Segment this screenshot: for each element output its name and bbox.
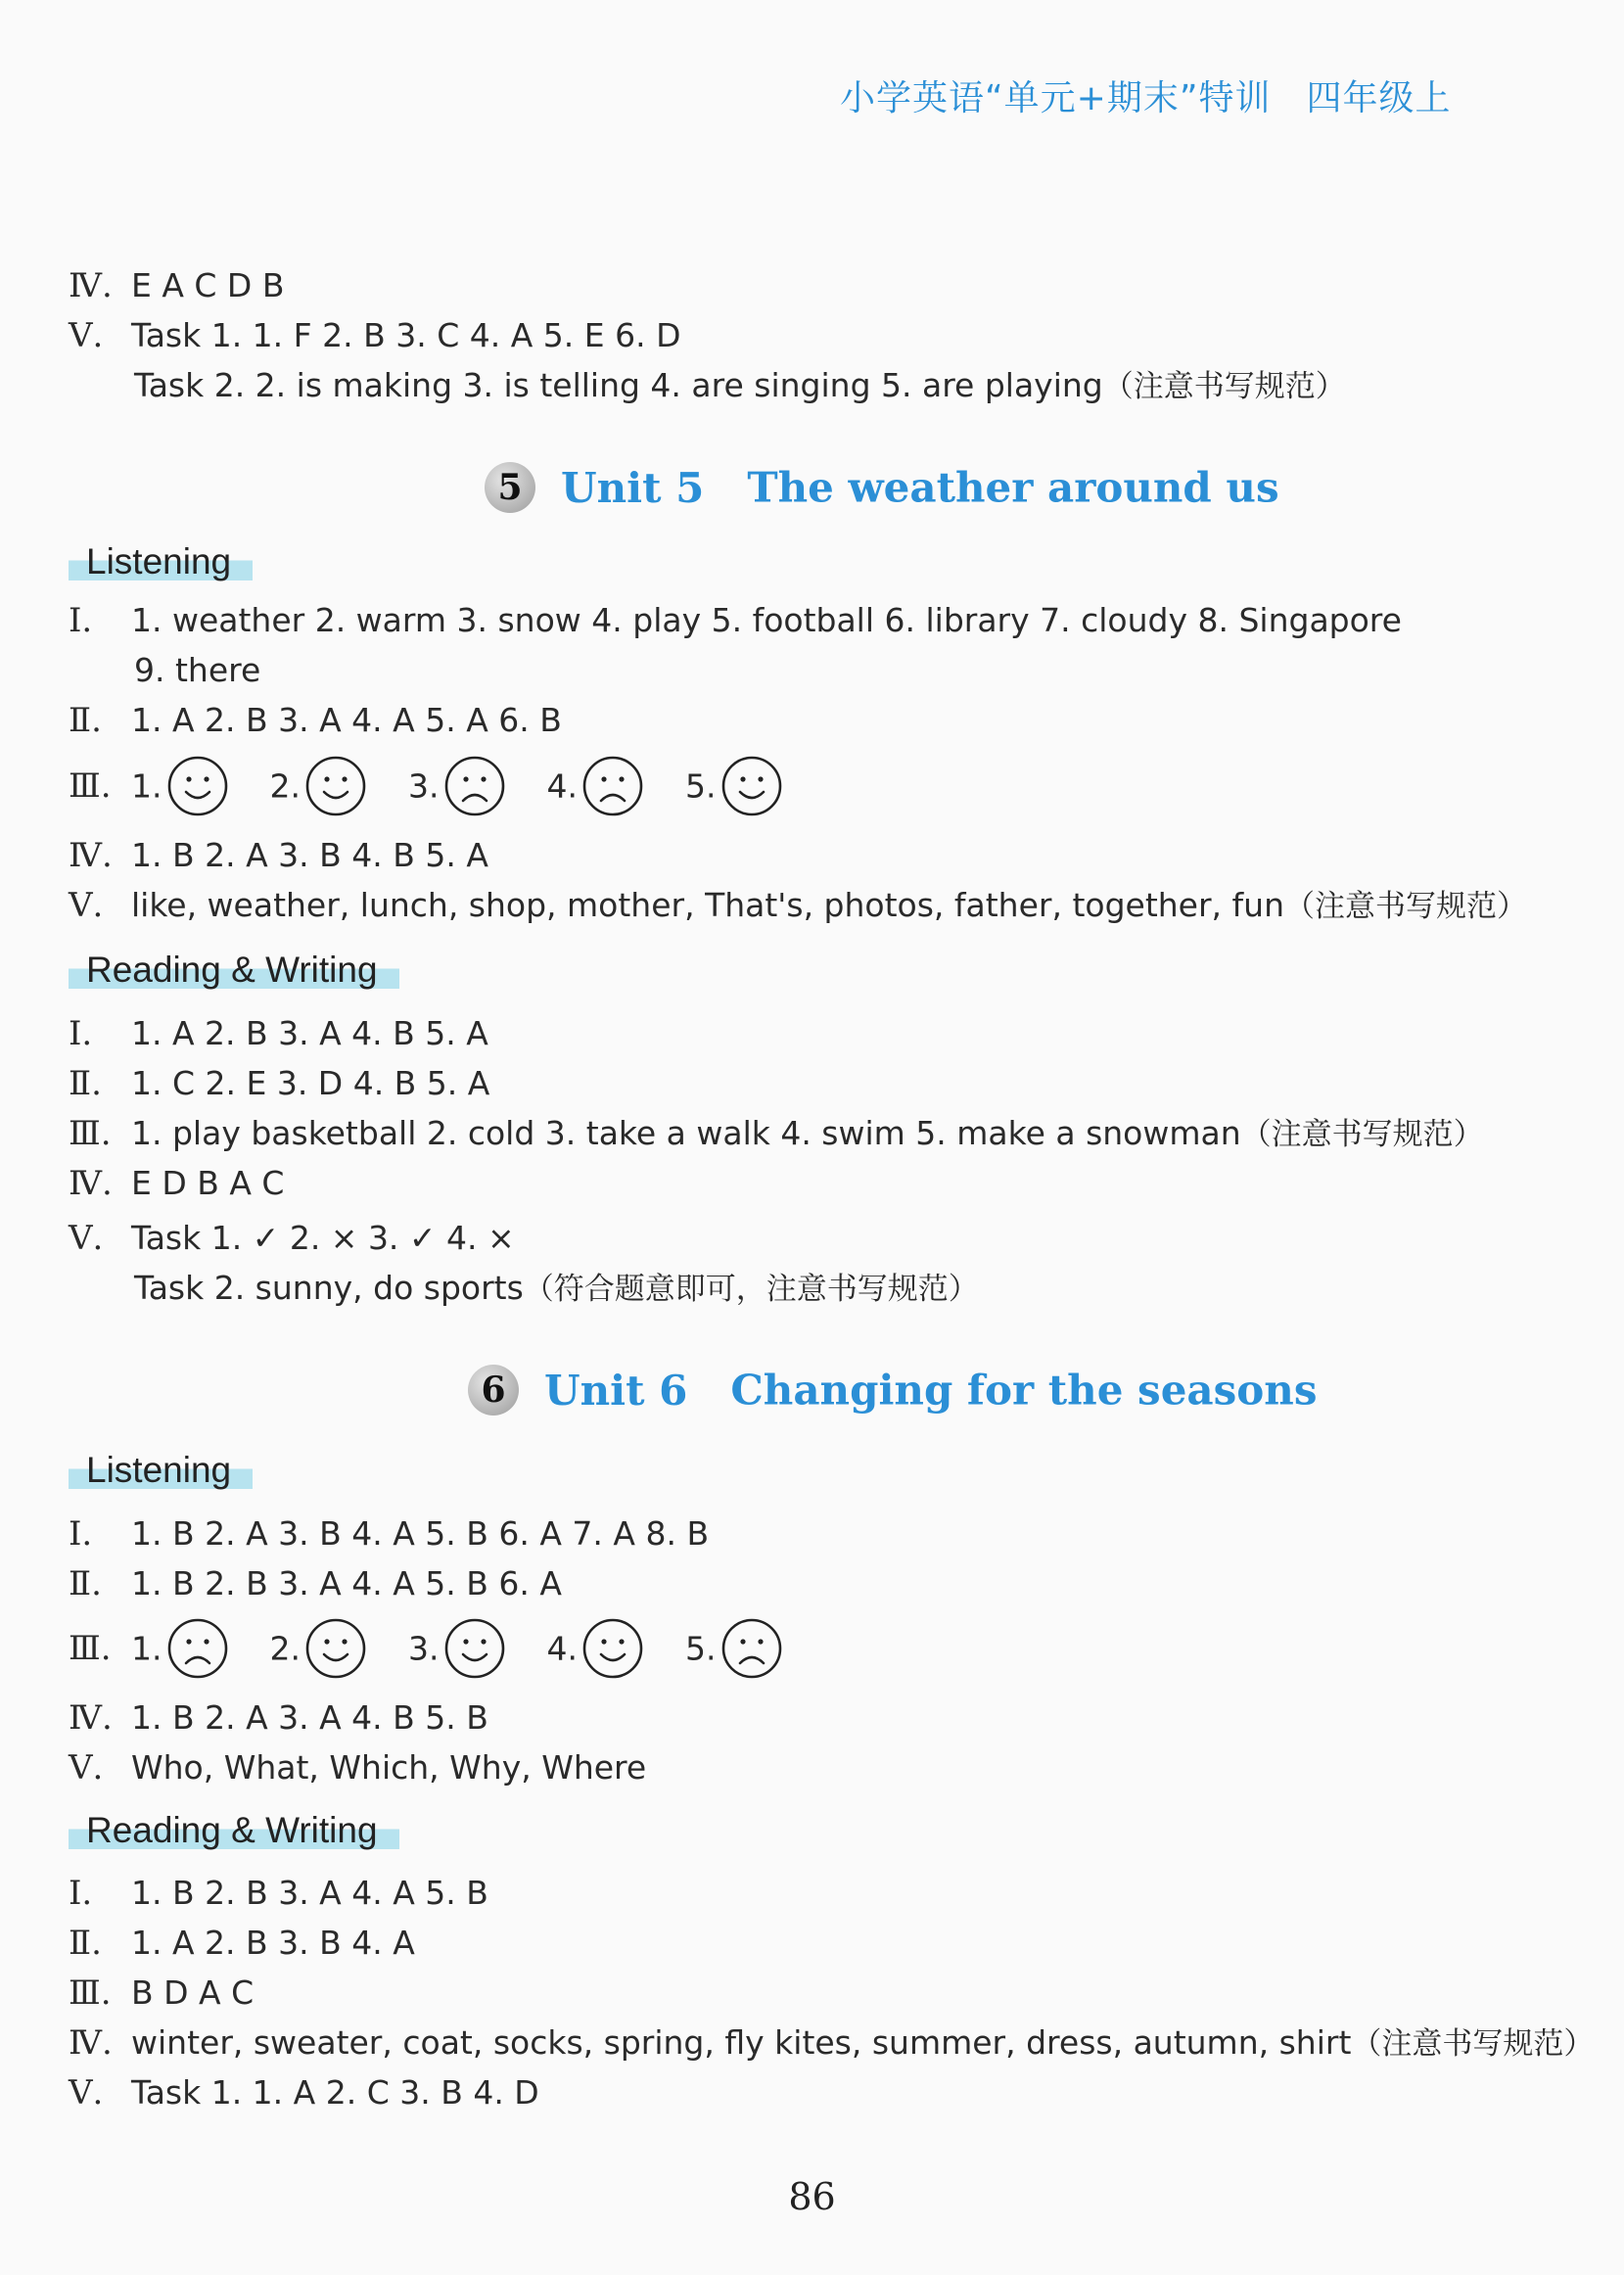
answer-line — [69, 884, 1527, 928]
answer-line — [69, 1872, 488, 1915]
answer-text: winter, sweater, coat, socks, spring, fly kites, summer, dress, autumn, shirt — [131, 2023, 1352, 2062]
answer-line — [69, 264, 284, 307]
faces-line — [69, 755, 824, 819]
answer-note: （注意书写规范） — [1351, 2026, 1595, 2062]
question-number: Ⅳ. — [69, 1698, 113, 1738]
answer-line — [69, 1162, 284, 1205]
answer-text: 1. A 2. B 3. A 4. B 5. A — [131, 1014, 488, 1052]
answer-line — [69, 1696, 488, 1740]
face-answer — [685, 755, 783, 817]
answer-line — [69, 1012, 488, 1055]
grade-label: 四年级上 — [1306, 78, 1452, 118]
answer-line — [69, 834, 488, 877]
answer-text: like, weather, lunch, shop, mother, That's, photos, father, together, fun — [131, 886, 1284, 924]
question-number: Ⅲ. — [69, 766, 112, 806]
face-answer-label: 1. — [131, 766, 162, 806]
question-number: Ⅱ. — [69, 1924, 102, 1963]
happy-face-icon — [581, 1617, 644, 1680]
question-number: Ⅴ. — [69, 2073, 104, 2112]
answer-line — [69, 2021, 1594, 2066]
answer-text: E D B A C — [131, 1164, 285, 1202]
face-answer-label: 3. — [408, 1629, 440, 1668]
section-heading-reading-writing: Reading & Writing — [69, 1812, 399, 1849]
face-answer-label: 2. — [269, 766, 301, 806]
question-number: Ⅴ. — [69, 1219, 104, 1258]
answer-text: Task 1. 1. F 2. B 3. C 4. A 5. E 6. D — [131, 316, 681, 354]
unit-number: Unit 5 — [561, 463, 705, 512]
answer-text: 1. A 2. B 3. B 4. A — [131, 1924, 415, 1962]
section-heading-reading-writing: Reading & Writing — [69, 952, 399, 989]
answer-text: 1. B 2. B 3. A 4. A 5. B 6. A — [131, 1564, 562, 1602]
question-number: Ⅳ. — [69, 1164, 113, 1203]
page-header — [840, 70, 1451, 120]
unit-badge: 6 — [468, 1365, 519, 1416]
face-answer — [270, 1617, 368, 1680]
face-answer-label: 1. — [131, 1629, 162, 1668]
faces-line — [69, 1617, 824, 1682]
answer-text: Task 2. sunny, do sports — [134, 1269, 524, 1307]
answer-line — [69, 1562, 562, 1605]
face-answer-label: 4. — [546, 766, 578, 806]
face-answer — [131, 755, 229, 817]
question-number: Ⅴ. — [69, 886, 104, 925]
answer-note: （注意书写规范） — [1240, 1117, 1484, 1152]
unit-name: The weather around us — [747, 463, 1279, 512]
face-answer-label: 5. — [685, 766, 717, 806]
answer-text: 9. there — [134, 651, 261, 689]
happy-face-icon — [166, 755, 229, 817]
question-number: Ⅲ. — [69, 1114, 112, 1153]
sad-face-icon — [720, 1617, 783, 1680]
answer-text: 1. B 2. A 3. B 4. B 5. A — [131, 836, 488, 874]
answer-text: B D A C — [131, 1973, 255, 2012]
question-number: Ⅴ. — [69, 316, 104, 355]
face-answer-label: 4. — [546, 1629, 578, 1668]
page-number: 86 — [788, 2175, 836, 2218]
face-answer — [270, 755, 368, 817]
section-heading-listening: Listening — [69, 543, 253, 580]
face-answer-label: 2. — [269, 1629, 301, 1668]
answer-text: E A C D B — [131, 266, 285, 304]
book-title: 小学英语“单元+期末”特训 — [840, 78, 1272, 118]
face-answer-label: 5. — [685, 1629, 717, 1668]
sad-face-icon — [581, 755, 644, 817]
answer-line — [69, 1512, 709, 1555]
answer-line — [69, 599, 1402, 642]
unit-name: Changing for the seasons — [730, 1366, 1318, 1415]
answer-line — [69, 1112, 1484, 1156]
answer-text: 1. B 2. A 3. A 4. B 5. B — [131, 1698, 488, 1737]
question-number: Ⅳ. — [69, 836, 113, 875]
question-number: Ⅰ. — [69, 1014, 93, 1053]
unit-number: Unit 6 — [544, 1366, 688, 1415]
answer-line — [69, 1972, 254, 2015]
face-answer — [547, 755, 645, 817]
question-number: Ⅲ. — [69, 1629, 112, 1668]
face-answer — [408, 755, 506, 817]
section-heading-listening: Listening — [69, 1452, 253, 1489]
unit-5-title — [485, 460, 1279, 513]
sad-face-icon — [166, 1617, 229, 1680]
answer-line — [134, 364, 1346, 408]
question-number: Ⅱ. — [69, 701, 102, 740]
question-number: Ⅲ. — [69, 1973, 112, 2013]
answer-text: 1. play basketball 2. cold 3. take a walk 4. swim 5. make a snowman — [131, 1114, 1241, 1152]
answer-text: 1. C 2. E 3. D 4. B 5. A — [131, 1064, 490, 1102]
face-answer — [547, 1617, 645, 1680]
question-number: Ⅰ. — [69, 601, 93, 640]
face-answer — [408, 1617, 506, 1680]
answer-text: 1. weather 2. warm 3. snow 4. play 5. football 6. library 7. cloudy 8. Singapore — [131, 601, 1402, 639]
question-number: Ⅳ. — [69, 266, 113, 305]
answer-note: （符合题意即可，注意书写规范） — [523, 1272, 979, 1307]
happy-face-icon — [443, 1617, 506, 1680]
answer-line — [69, 1922, 415, 1965]
face-answer — [131, 1617, 229, 1680]
question-number: Ⅱ. — [69, 1564, 102, 1603]
answer-line — [69, 2071, 539, 2114]
question-number: Ⅱ. — [69, 1064, 102, 1103]
answer-note: （注意书写规范） — [1283, 889, 1527, 924]
question-number: Ⅰ. — [69, 1514, 93, 1554]
answer-note: （注意书写规范） — [1102, 369, 1346, 404]
question-number: Ⅰ. — [69, 1874, 93, 1913]
answer-line — [69, 1217, 515, 1260]
unit-badge: 5 — [485, 462, 535, 513]
answer-line — [69, 1746, 646, 1789]
question-number: Ⅴ. — [69, 1748, 104, 1788]
question-number: Ⅳ. — [69, 2023, 113, 2063]
happy-face-icon — [720, 755, 783, 817]
answer-line — [69, 1062, 489, 1105]
answer-line — [134, 1267, 979, 1311]
answer-text: 1. A 2. B 3. A 4. A 5. A 6. B — [131, 701, 562, 739]
happy-face-icon — [304, 755, 367, 817]
answer-text: Who, What, Which, Why, Where — [131, 1748, 647, 1787]
answer-text: Task 2. 2. is making 3. is telling 4. are singing 5. are playing — [134, 366, 1103, 404]
answer-line — [134, 649, 260, 692]
face-answer-label: 3. — [408, 766, 440, 806]
answer-line — [69, 699, 562, 742]
answer-line — [69, 314, 680, 357]
sad-face-icon — [443, 755, 506, 817]
answer-text: Task 1. 1. A 2. C 3. B 4. D — [131, 2073, 539, 2112]
answer-text: 1. B 2. B 3. A 4. A 5. B — [131, 1874, 488, 1912]
answer-text: Task 1. ✓ 2. × 3. ✓ 4. × — [131, 1219, 515, 1257]
unit-6-title — [468, 1363, 1317, 1416]
face-answer — [685, 1617, 783, 1680]
happy-face-icon — [304, 1617, 367, 1680]
answer-text: 1. B 2. A 3. B 4. A 5. B 6. A 7. A 8. B — [131, 1514, 710, 1553]
